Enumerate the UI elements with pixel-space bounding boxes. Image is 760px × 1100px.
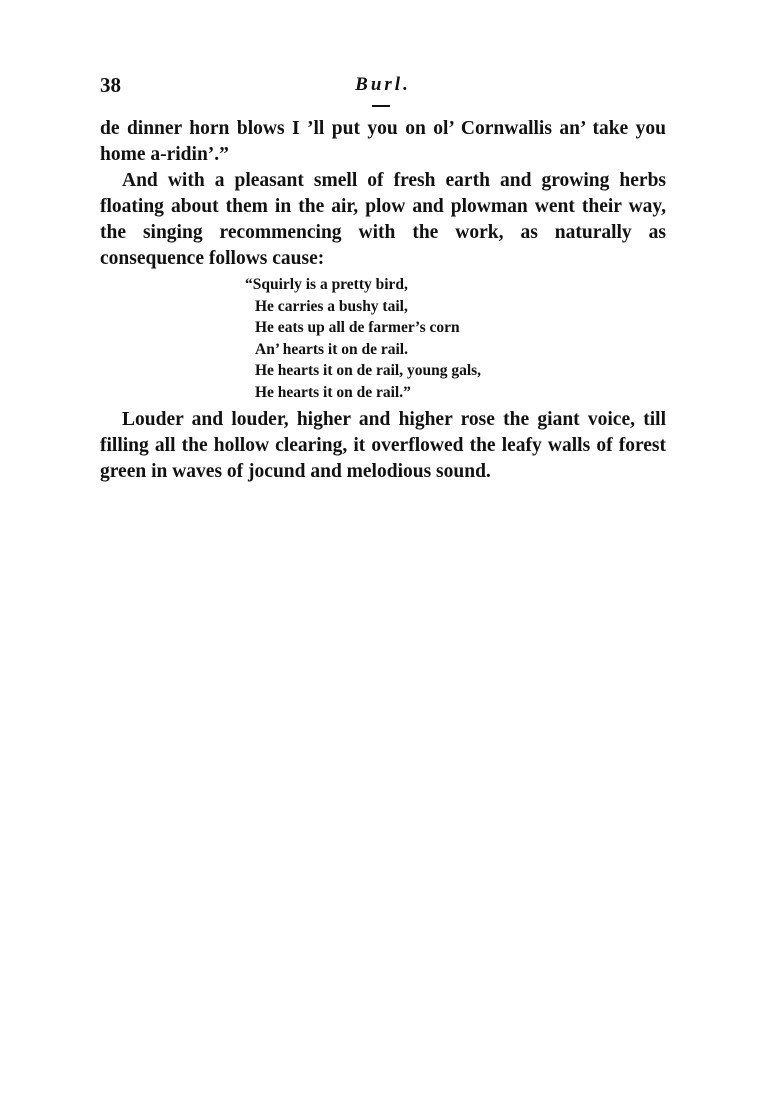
paragraph: And with a pleasant smell of fresh earth and growing herbs floating about them in the air, plow and plowman went their way, the singing recommencing with the work, as naturally as consequence follows cause: xyxy=(100,170,666,269)
paragraph-continued: de dinner horn blows I ’ll put you on ol’ Cornwallis an’ take you home a-ridin’.” xyxy=(100,118,666,165)
verse-line: An’ hearts it on de rail. xyxy=(255,340,408,358)
running-head: Burl. xyxy=(355,74,411,95)
verse-line: He hearts it on de rail.” xyxy=(255,383,411,401)
verse-line: He hearts it on de rail, young gals, xyxy=(255,362,482,379)
header-rule xyxy=(372,105,390,107)
book-page xyxy=(100,72,666,485)
page-header xyxy=(100,72,666,106)
body-text xyxy=(100,116,666,485)
song-verse xyxy=(245,274,666,403)
verse-line: “Squirly is a pretty bird, xyxy=(245,276,408,293)
page-number: 38 xyxy=(100,73,121,97)
verse-line: He eats up all de farmer’s corn xyxy=(255,319,460,336)
verse-line: He carries a bushy tail, xyxy=(255,297,408,315)
closing-paragraph: Louder and louder, higher and higher rose the giant voice, till filling all the hollow clearing, it overflowed the leafy walls of forest green in waves of jocund and melodious sound. xyxy=(100,409,666,482)
